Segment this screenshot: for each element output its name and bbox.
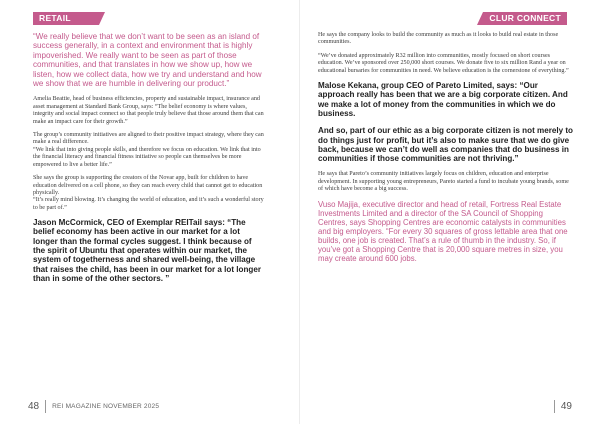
section-tab-clur-connect: CLUR CONNECT [483,12,567,25]
pull-quote: “We really believe that we don’t want to be seen as an island of success generally, in a context and environment that is highly impoverished. We really want to be seen as part of those communities, and that translates in how we show up, how we listen, how we collect data, how we try and understand and how we show that we are humble in delivering our product.” [33,32,262,89]
bold-quote: And so, part of our ethic as a big corporate citizen is not merely to do things just for profit, but it’s also to make sure that we do give back, because we can’t do well as companies that do business in communities if those communities are not thriving.” [318,126,573,164]
magazine-name: REI MAGAZINE NOVEMBER 2025 [52,403,160,410]
page-number: 48 [28,401,40,412]
paragraph: She says the group is supporting the creators of the Novar app, built for children to have education delivered on a cell phone, so they can reach every child that cannot get to education physically. [33,175,263,196]
paragraph: “It’s really mind blowing. It’s changing the world of education, and it’s such a wonderful story to be part of.” [33,197,264,211]
paragraph: He says the company looks to build the community as much as it looks to build real estate in those communities. [318,32,559,46]
right-folio [548,400,572,413]
bold-quote: Jason McCormick, CEO of Exemplar REITail says: “The belief economy has been active in our market for a lot longer than the formal cycles suggest. I think because of the spirit of Ubuntu that operates within our market, the system of togetherness and shared well-being, the village that raises the child, has been in our market for a lot longer than in some of the other sectors. ” [33,218,262,283]
paragraph: “We link that into giving people skills, and therefore we focus on education. We link that into the financial literacy and financial fitness initiative so people can themselves be more empowered to live a better life.” [33,146,261,168]
pink-quote: Vuso Majija, executive director and head of retail, Fortress Real Estate Investments Limited and a director of the SA Council of Shopping Centres, says Shopping Centres are economic catalysts in communities and big employers. “For every 30 squares of gross lettable area that one builds, one job is created. That’s a rule of thumb in the industry. So, if you’ve got a Shopping Centre that is 20,000 square metres in size, you may create around 600 jobs. [318,199,568,263]
paragraph: Amelia Beattie, head of business efficiencies, property and sustainable impact, insurance and asset management at Standard Bank Group, says: “The belief economy is where values, integrity and social impact connect so that people truly believe that those around them that can make an impact care for their growth.” [33,96,264,125]
right-page [300,0,600,424]
folio-divider [45,400,46,413]
left-folio [28,400,159,413]
left-column [33,32,265,291]
page-number: 49 [560,401,572,412]
paragraph: The group’s community initiatives are aligned to their positive impact strategy, where they can make a real difference. [33,132,264,146]
paragraph: “We’ve donated approximately R32 million into communities, mostly focused on short courses education. We’ve sponsored over 250,000 short courses. We donate five to six million Rand a year on educational bursaries for communities in need. We believe education is the cornerstone of everything.” [318,52,569,74]
section-tab-retail: RETAIL [33,12,99,25]
folio-divider [554,400,555,413]
paragraph: He says that Pareto’s community initiatives largely focus on children, education and enterprise development. In supporting young entrepreneurs, Pareto started a fund to incubate young brands, some of which have become a big success. [318,171,569,193]
bold-quote: Malose Kekana, group CEO of Pareto Limited, says: “Our approach really has been that we are a big corporate citizen. And we make a lot of money from the communities in which we do business. [318,81,568,118]
right-column [318,32,574,269]
